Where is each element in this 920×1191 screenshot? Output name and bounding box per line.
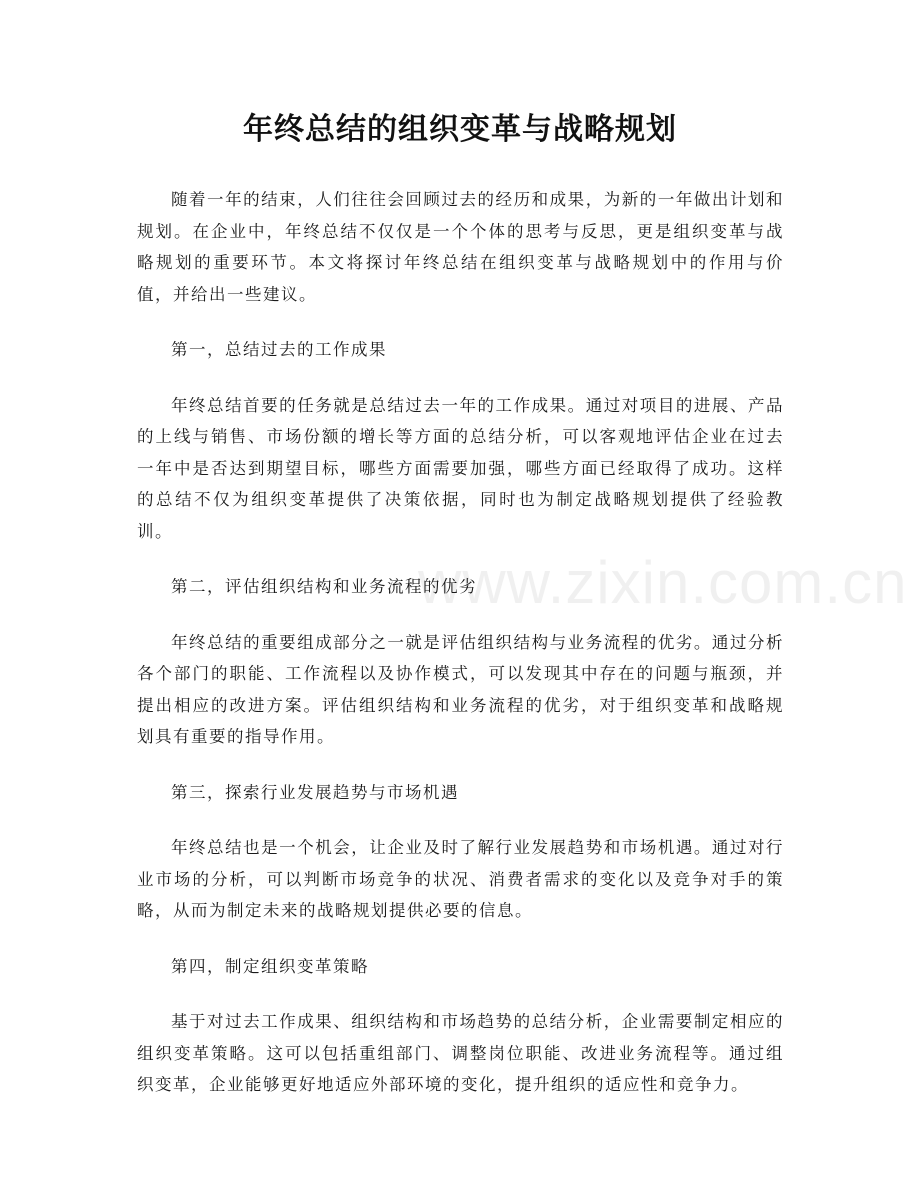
document-title: 年终总结的组织变革与战略规划 — [243, 112, 677, 147]
section-paragraph-2: 年终总结的重要组成部分之一就是评估组织结构与业务流程的优劣。通过分析各个部门的职能、工作流程以及协作模式，可以发现其中存在的问题与瓶颈，并提出相应的改进方案。评估组织结构和业务流程的优劣，对于组织变革和战略规划具有重要的指导作用。 — [137, 632, 784, 746]
section-paragraph-4: 基于对过去工作成果、组织结构和市场趋势的总结分析，企业需要制定相应的组织变革策略。这可以包括重组部门、调整岗位职能、改进业务流程等。通过组织变革，企业能够更好地适应外部环境的变化，提升组织的适应性和竞争力。 — [137, 1012, 784, 1094]
document-body — [137, 184, 784, 1125]
section-heading-2: 第二，评估组织结构和业务流程的优劣 — [171, 577, 477, 596]
section-heading-3: 第三，探索行业发展趋势与市场机遇 — [171, 782, 459, 802]
section-paragraph-1: 年终总结首要的任务就是总结过去一年的工作成果。通过对项目的进展、产品的上线与销售、市场份额的增长等方面的总结分析，可以客观地评估企业在过去一年中是否达到期望目标，哪些方面需要加强，哪些方面已经取得了成功。这样的总结不仅为组织变革提供了决策依据，同时也为制定战略规划提供了经验教训。 — [137, 395, 784, 541]
section-paragraph-3: 年终总结也是一个机会，让企业及时了解行业发展趋势和市场机遇。通过对行业市场的分析，可以判断市场竞争的状况、消费者需求的变化以及竞争对手的策略，从而为制定未来的战略规划提供必要的信息。 — [137, 838, 784, 920]
section-heading-4: 第四，制定组织变革策略 — [171, 956, 369, 976]
section-heading-1: 第一，总结过去的工作成果 — [171, 340, 387, 359]
intro-paragraph: 随着一年的结束，人们往往会回顾过去的经历和成果，为新的一年做出计划和规划。在企业中，年终总结不仅仅是一个个体的思考与反思，更是组织变革与战略规划的重要环节。本文将探讨年终总结在组织变革与战略规划中的作用与价值，并给出一些建议。 — [137, 190, 784, 304]
watermark: www.zixin.com.cn — [418, 549, 908, 616]
